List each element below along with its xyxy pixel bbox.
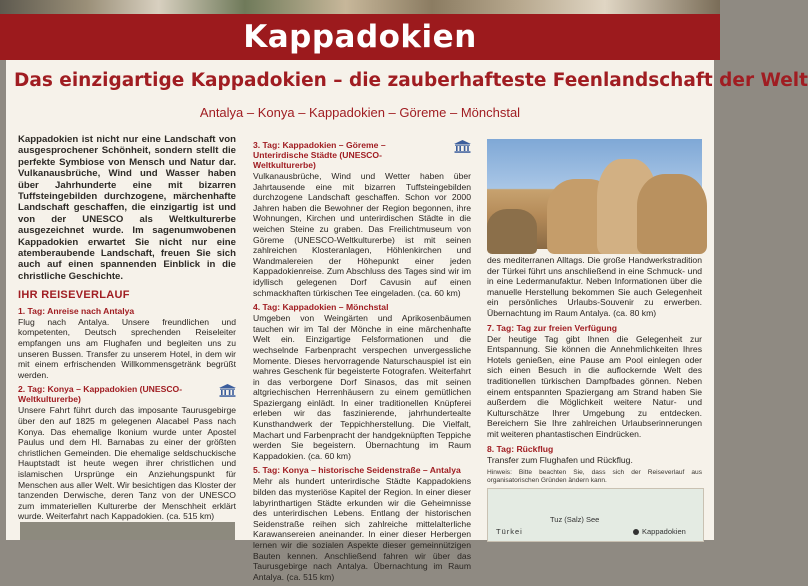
fairy-chimney-photo xyxy=(487,139,702,249)
day-2-title: 2. Tag: Konya – Kappadokien (UNESCO-Weltkulturerbe) xyxy=(18,384,183,405)
day-8-title: 8. Tag: Rückflug xyxy=(487,443,554,454)
day-3-heading xyxy=(253,140,471,170)
route-line: Antalya – Konya – Kappadokien – Göreme – Mönchstal xyxy=(199,105,521,120)
day-1-title: 1. Tag: Anreise nach Antalya xyxy=(18,305,135,316)
page-title: Kappadokien xyxy=(243,19,477,55)
intro-text: Kappadokien ist nicht nur eine Landschaft von ausgesprochener Schönheit, sondern stellt die perfekte Symbiose von Mensch und Natur dar. Vulkanausbrüche, Wind und Wasser haben über Jahrhunderte eine mit bizarren Tuffsteingebilden durchzogene, märchenhafte Landschaft geschaffen, die einzigartig ist und von der UNESCO als Weltkulturerbe ausgezeichnet wurde. Im sagenumwobenen Kappadokien erwartet Sie nicht nur eine atemberaubende Landschaft, freuen Sie sich auch auf einen spannenden Einblick in die christliche Geschichte. xyxy=(18,134,236,282)
itinerary-note: Hinweis: Bitte beachten Sie, dass sich der Reiseverlauf aus organisatorischen Gründen ändern kann. xyxy=(487,469,702,485)
unesco-temple-icon xyxy=(219,384,236,397)
title-band xyxy=(0,14,720,60)
column-right xyxy=(487,134,702,489)
day-4-title: 4. Tag: Kappadokien – Mönchstal xyxy=(253,302,389,313)
column-left xyxy=(18,134,236,526)
day-2-text: Unsere Fahrt führt durch das imposante Taurusgebirge über den auf 1825 m gelegenen Alacabel Pass nach Konya. Das ehemalige Ikonium wurde unter Apostel Paulus und dem Hl. Barnabas zu einer der größten christlichen Gemeinden. Die ehemalige seldschuckische Hauptstadt ist heute wegen ihrer christlichen und islamischen Ursprünge ein Anziehungspunkt für Menschen aus aller Welt. Wir besichtigen das Kloster der tanzenden Derwische, deren Tanz von der UNESCO zum immateriellen Kulturerbe der Menschheit erklärt wurde. Weiterfahrt nach Kappadokien. (ca. 515 km) xyxy=(18,405,236,522)
day-6-text: des mediterranen Alltags. Die große Handwerkstradition der Türkei führt uns anschließend in eine Schmuck- und in eine Ledermanufaktur. Neben Informationen über die manuelle Herstellung bekommen Sie auch Gelegenheit ein persönliches Urlaubs-Souvenir zu erwerben. Übernachtung im Raum Antalya. (ca. 80 km) xyxy=(487,255,702,318)
day-1-text: Flug nach Antalya. Unsere freundlichen und kompetenten, Deutsch sprechenden Reiseleiter empfangen uns am Flughafen und begleiten uns zu unseren Bussen. Transfer zu unserem Hotel, in dem wir mit einem erfrischenden Willkommensgetränk begrüßt werden. xyxy=(18,316,236,380)
day-5-text: Mehr als hundert unterirdische Städte Kappadokiens bilden das mysteriöse Kapitel der Region. In einer dieser labyrinthartigen Städte erkunden wir die Geheimnisse des unterirdischen Lebens. Entlang der historischen Seidenstraße reihen sich zahlreiche mittelalterliche Karawansereien aneinander. In einer dieser Herbergen lernen wir die sozialen Aspekte dieser gemeinnützigen Bauten kennen. Anschließend fahren wir über das Taurusgebirge nach Antalya. Übernachtung im Raum Antalya. (ca. 515 km) xyxy=(253,476,471,582)
map-country-label: Türkei xyxy=(496,527,523,536)
column-middle xyxy=(253,138,471,586)
day-5-title: 5. Tag: Konya – historische Seidenstraße – Antalya xyxy=(253,465,461,476)
day-3-title: 3. Tag: Kappadokien – Göreme – Unterirdische Städte (UNESCO-Weltkulturerbe) xyxy=(253,140,386,170)
map-city-label: Kappadokien xyxy=(642,527,686,536)
day-7-title: 7. Tag: Tag zur freien Verfügung xyxy=(487,322,618,333)
day-8-text: Transfer zum Flughafen und Rückflug. xyxy=(487,454,633,465)
map-city-marker xyxy=(633,529,639,535)
subtitle: Das einzigartige Kappadokien – die zauberhafteste Feenlandschaft der Welt xyxy=(14,70,808,91)
section-title: IHR REISEVERLAUF xyxy=(18,289,130,302)
day-4-text: Umgeben von Weingärten und Aprikosenbäumen tauchen wir im Tal der Mönche in eine märchenhafte Welt ein. Einzigartige Felsformationen und die wechselnde Farbenpracht verspechen unvergessliche Momente. Dieses hervorragende Naturschauspiel ist ein wahres Geschenk für begeisterte Fotografen. Weiterfahrt in das verborgene Dorf Sinasos, das mit seinen altgriechischen Herrenhäusern zu einem gemütlichen Spaziergang einlädt. In einer traditionellen Knüpferei erleben wir das faszinierende, jahrhundertealte Kunsthandwerk der Teppichherstellung. Die Vielfalt, Machart und Farbenpracht der handgeknüpften Teppiche werden Sie begeistern. Übernachtung im Raum Kappadokien. (ca. 60 km) xyxy=(253,313,471,461)
unesco-temple-icon xyxy=(454,140,471,153)
bottom-photo xyxy=(20,522,235,540)
day-7-text: Der heutige Tag gibt Ihnen die Gelegenheit zur Entspannung. Sie können die Annehmlichkeiten Ihres Hotels genießen, eine Pause am Pool einlegen oder sich einen Besuch in die auflockernde Welt des traditionellen türkischen Dampfbades gönnen. Neben einem entspannten Spaziergang am Strand haben Sie außerdem die Möglichkeit weitere Natur- und Kulturschätze Ihrer Umgebung zu entdecken. Bereichern Sie Ihre zahlreichen Urlaubserinnerungen mit weiteren phantastischen Eindrücken. xyxy=(487,333,702,439)
day-3-text: Vulkanausbrüche, Wind und Wetter haben über Jahrtausende eine mit bizarren Tuffsteingebilden durchzogene Landschaft geschaffen. Schon vor 2000 Jahren haben die Bewohner der Region begonnen, ihre Wohnungen, Kirchen und unterirdischen Städte in die weichen Steine zu graben. Das Freilichtmuseum von Göreme (UNESCO-Weltkulturerbe) ist mit seinen zahlreichen Klosteranlagen, Höhlenkirchen und Wandmalereien der Höhepunkt einer jeden Kappadokienreise. Zum Abschluss des Tages sind wir im idyllisch gelegenen Dorf Cavusin auf einen schmackhaften türkischen Tee eingeladen. (ca. 60 km) xyxy=(253,171,471,298)
route-map xyxy=(487,488,704,542)
map-lake-label: Tuz (Salz) See xyxy=(550,515,600,524)
day-2-heading xyxy=(18,384,236,404)
